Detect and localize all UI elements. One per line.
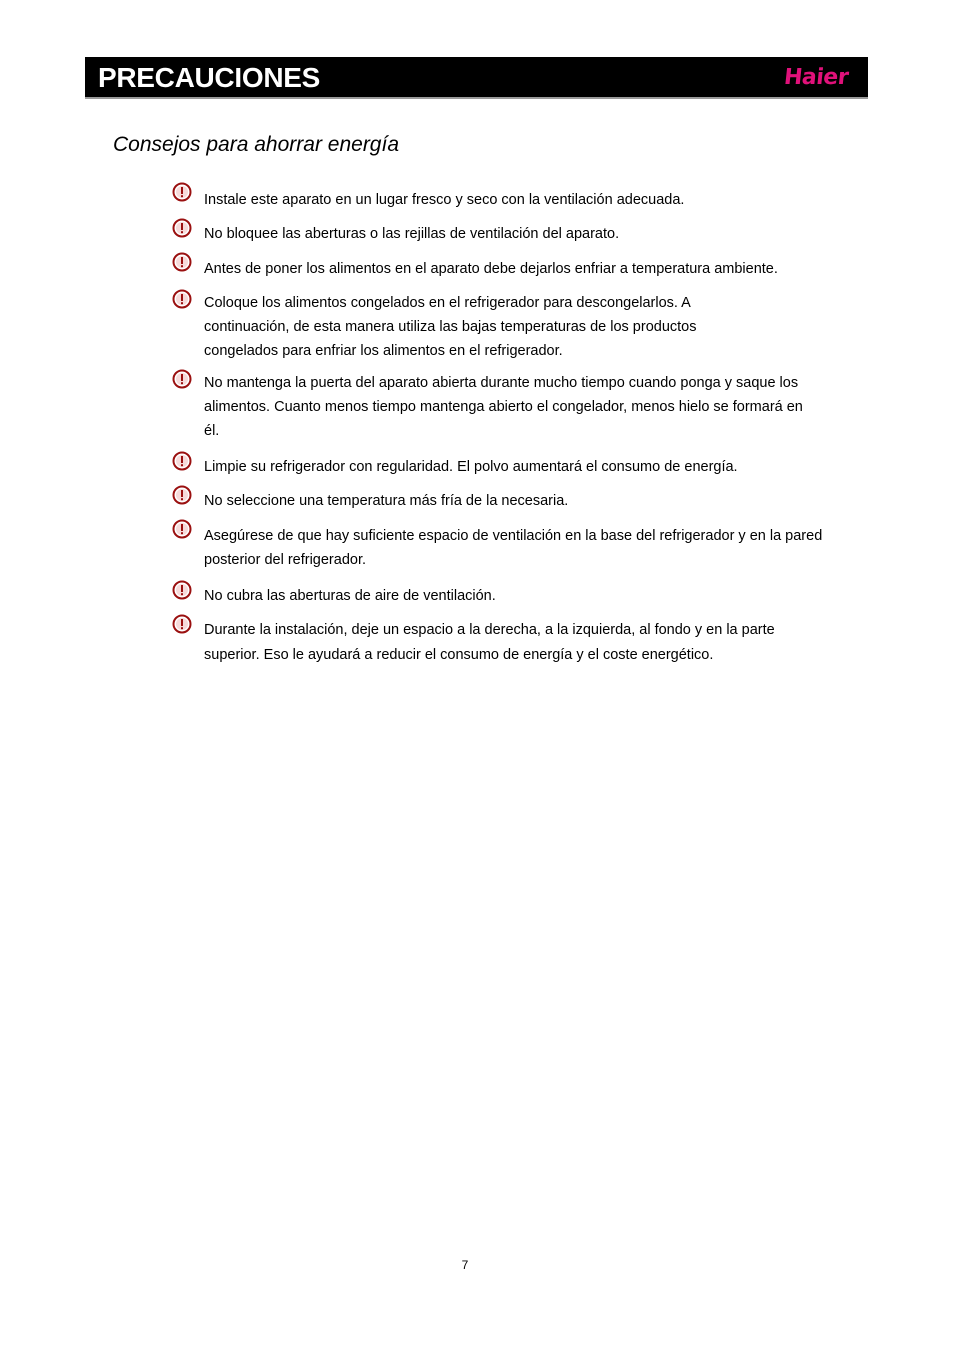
tips-list (172, 182, 844, 668)
tip-text: No bloquee las aberturas o las rejillas de ventilación del aparato. (204, 226, 620, 242)
tip-text: No seleccione una temperatura más fría de la necesaria. (204, 493, 569, 509)
tip-item (172, 182, 844, 212)
tip-item (172, 289, 844, 363)
page-number: 7 (461, 1258, 469, 1272)
warning-icon (172, 614, 192, 634)
warning-icon (172, 252, 192, 272)
tip-text: Antes de poner los alimentos en el aparato debe dejarlos enfriar a temperatura ambiente. (204, 261, 778, 277)
warning-icon (172, 369, 192, 389)
brand-logo: Haier (782, 65, 850, 90)
tip-text: No cubra las aberturas de aire de ventilación. (204, 588, 496, 604)
tip-text: Limpie su refrigerador con regularidad. El polvo aumentará el consumo de energía. (204, 459, 738, 475)
warning-icon (172, 519, 192, 539)
warning-icon (172, 289, 192, 309)
tip-item (172, 252, 844, 283)
warning-icon (172, 182, 192, 202)
tip-text: Coloque los alimentos congelados en el refrigerador para descongelarlos. A continuación, de esta manera utiliza las bajas temperaturas de los productos congelados para enfriar los alimentos en el refrigerador. (204, 295, 697, 359)
header-bar (85, 57, 868, 99)
tip-text: No mantenga la puerta del aparato abierta durante mucho tiempo cuando ponga y saque los alimentos. Cuanto menos tiempo mantenga abierto el congelador, menos hielo se formará en él. (204, 375, 803, 439)
section-title: Consejos para ahorrar energía (113, 133, 400, 156)
tip-item (172, 369, 844, 443)
warning-icon (172, 580, 192, 600)
tip-item (172, 519, 844, 572)
warning-icon (172, 485, 192, 505)
tip-item (172, 218, 844, 246)
warning-icon (172, 218, 192, 238)
tip-item (172, 614, 844, 668)
tip-item (172, 451, 844, 479)
tip-text: Asegúrese de que hay suficiente espacio de ventilación en la base del refrigerador y en la pared posterior del refrigerador. (204, 528, 823, 568)
tip-text: Instale este aparato en un lugar fresco y seco con la ventilación adecuada. (204, 192, 685, 208)
tip-item (172, 485, 844, 513)
warning-icon (172, 451, 192, 471)
tip-item (172, 580, 844, 608)
tip-text: Durante la instalación, deje un espacio a la derecha, a la izquierda, al fondo y en la parte superior. Eso le ayudará a reducir el consumo de energía y el coste energético. (204, 622, 775, 663)
page-title: PRECAUCIONES (98, 62, 320, 93)
